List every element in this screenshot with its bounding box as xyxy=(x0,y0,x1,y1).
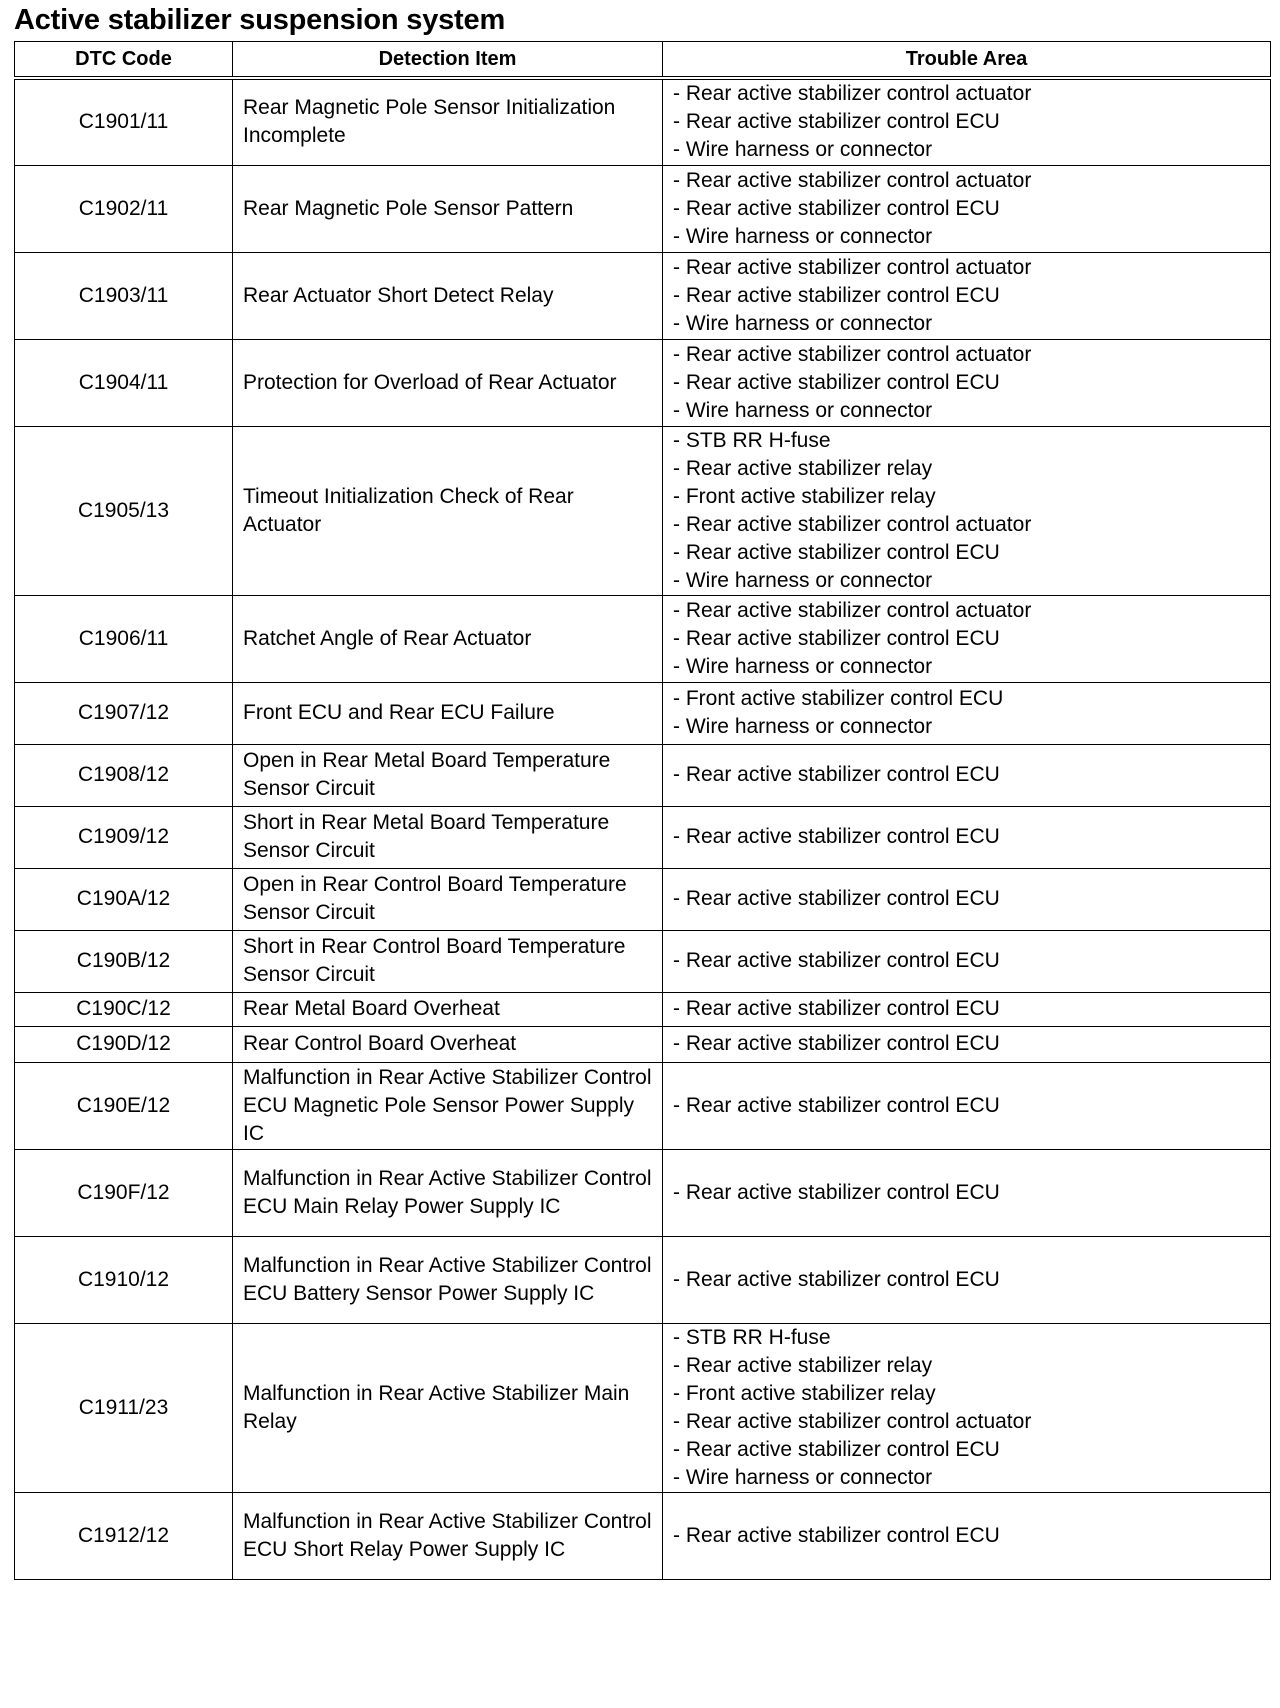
trouble-area-item: - Wire harness or connector xyxy=(673,138,933,162)
detection-item-cell: Malfunction in Rear Active Stabilizer Control ECU Main Relay Power Supply IC xyxy=(233,1149,663,1236)
detection-item-cell: Protection for Overload of Rear Actuator xyxy=(233,339,663,426)
trouble-area-item: - Wire harness or connector xyxy=(673,311,933,335)
detection-item-cell: Malfunction in Rear Active Stabilizer Control ECU Magnetic Pole Sensor Power Supply IC xyxy=(233,1062,663,1149)
trouble-area-item: - Rear active stabilizer control ECU xyxy=(673,949,1000,972)
detection-item-cell: Rear Magnetic Pole Sensor Pattern xyxy=(233,165,663,252)
table-row xyxy=(15,1323,1271,1492)
trouble-area-item: - STB RR H-fuse xyxy=(673,428,831,452)
dtc-code-cell: C190E/12 xyxy=(15,1062,233,1149)
trouble-area-item: - Rear active stabilizer relay xyxy=(673,456,933,480)
table-row xyxy=(15,595,1271,682)
dtc-code-cell: C1906/11 xyxy=(15,595,233,682)
detection-item-cell: Ratchet Angle of Rear Actuator xyxy=(233,595,663,682)
table-row xyxy=(15,1149,1271,1236)
trouble-area-item: - Rear active stabilizer control ECU xyxy=(673,1523,1000,1547)
trouble-area-item: - Front active stabilizer control ECU xyxy=(673,687,1004,710)
trouble-area-item: - Rear active stabilizer control ECU xyxy=(673,1437,1000,1461)
trouble-area-cell xyxy=(663,806,1271,868)
table-row xyxy=(15,682,1271,744)
table-row xyxy=(15,868,1271,930)
detection-item-cell: Rear Magnetic Pole Sensor Initialization Incomplete xyxy=(233,78,663,165)
trouble-area-item: - Rear active stabilizer control ECU xyxy=(673,110,1000,134)
dtc-table xyxy=(14,41,1271,1580)
table-row xyxy=(15,252,1271,339)
trouble-area-item: - Wire harness or connector xyxy=(673,715,933,738)
trouble-area-item: - Front active stabilizer relay xyxy=(673,1381,936,1405)
trouble-area-item: - Rear active stabilizer control ECU xyxy=(673,1267,1000,1291)
trouble-area-cell xyxy=(663,252,1271,339)
trouble-area-item: - Rear active stabilizer control actuator xyxy=(673,255,1032,279)
trouble-area-item: - Wire harness or connector xyxy=(673,654,933,678)
trouble-area-cell xyxy=(663,595,1271,682)
trouble-area-cell xyxy=(663,165,1271,252)
dtc-code-cell: C1909/12 xyxy=(15,806,233,868)
detection-item-cell: Open in Rear Metal Board Temperature Sensor Circuit xyxy=(233,744,663,806)
trouble-area-cell xyxy=(663,1026,1271,1062)
page-title: Active stabilizer suspension system xyxy=(14,4,506,36)
trouble-area-cell xyxy=(663,682,1271,744)
trouble-area-cell xyxy=(663,339,1271,426)
trouble-area-item: - Rear active stabilizer control ECU xyxy=(673,283,1000,307)
table-row xyxy=(15,1492,1271,1579)
dtc-code-cell: C1901/11 xyxy=(15,78,233,165)
table-row xyxy=(15,806,1271,868)
trouble-area-item: - Wire harness or connector xyxy=(673,224,933,248)
table-row xyxy=(15,339,1271,426)
dtc-code-cell: C190D/12 xyxy=(15,1026,233,1062)
detection-item-cell: Malfunction in Rear Active Stabilizer Main Relay xyxy=(233,1323,663,1492)
table-row xyxy=(15,744,1271,806)
trouble-area-item: - Rear active stabilizer control actuator xyxy=(673,512,1032,536)
trouble-area-item: - Rear active stabilizer control ECU xyxy=(673,887,1000,910)
trouble-area-cell xyxy=(663,1149,1271,1236)
trouble-area-item: - Rear active stabilizer control ECU xyxy=(673,1032,1000,1055)
table-row xyxy=(15,78,1271,165)
trouble-area-item: - Front active stabilizer relay xyxy=(673,484,936,508)
dtc-code-cell: C1905/13 xyxy=(15,426,233,595)
trouble-area-cell xyxy=(663,1062,1271,1149)
header-dtc-code: DTC Code xyxy=(15,42,233,79)
dtc-code-cell: C1907/12 xyxy=(15,682,233,744)
dtc-code-cell: C1903/11 xyxy=(15,252,233,339)
detection-item-cell: Malfunction in Rear Active Stabilizer Control ECU Battery Sensor Power Supply IC xyxy=(233,1236,663,1323)
table-row xyxy=(15,930,1271,992)
detection-item-cell: Short in Rear Control Board Temperature Sensor Circuit xyxy=(233,930,663,992)
dtc-code-cell: C1911/23 xyxy=(15,1323,233,1492)
header-row xyxy=(15,42,1271,79)
table-row xyxy=(15,1026,1271,1062)
detection-item-cell: Front ECU and Rear ECU Failure xyxy=(233,682,663,744)
trouble-area-cell xyxy=(663,1323,1271,1492)
trouble-area-cell xyxy=(663,868,1271,930)
dtc-code-cell: C1910/12 xyxy=(15,1236,233,1323)
trouble-area-item: - Rear active stabilizer control ECU xyxy=(673,370,1000,394)
table-row xyxy=(15,165,1271,252)
trouble-area-item: - Wire harness or connector xyxy=(673,568,933,592)
table-row xyxy=(15,1236,1271,1323)
trouble-area-item: - Rear active stabilizer control ECU xyxy=(673,997,1000,1020)
dtc-code-cell: C1908/12 xyxy=(15,744,233,806)
trouble-area-item: - Wire harness or connector xyxy=(673,398,933,422)
trouble-area-item: - Rear active stabilizer control actuator xyxy=(673,82,1032,106)
table-row xyxy=(15,426,1271,595)
header-detection-item: Detection Item xyxy=(233,42,663,79)
trouble-area-cell xyxy=(663,744,1271,806)
table-body xyxy=(15,78,1271,1579)
detection-item-cell: Short in Rear Metal Board Temperature Sensor Circuit xyxy=(233,806,663,868)
trouble-area-item: - Rear active stabilizer control ECU xyxy=(673,825,1000,848)
trouble-area-item: - Rear active stabilizer control ECU xyxy=(673,196,1000,220)
dtc-code-cell: C1904/11 xyxy=(15,339,233,426)
trouble-area-cell xyxy=(663,992,1271,1026)
trouble-area-cell xyxy=(663,930,1271,992)
trouble-area-item: - Rear active stabilizer control ECU xyxy=(673,540,1000,564)
dtc-code-cell: C190A/12 xyxy=(15,868,233,930)
trouble-area-item: - Wire harness or connector xyxy=(673,1465,933,1489)
trouble-area-item: - Rear active stabilizer control actuator xyxy=(673,1409,1032,1433)
detection-item-cell: Open in Rear Control Board Temperature Sensor Circuit xyxy=(233,868,663,930)
dtc-code-cell: C190F/12 xyxy=(15,1149,233,1236)
trouble-area-item: - Rear active stabilizer control actuator xyxy=(673,168,1032,192)
trouble-area-item: - Rear active stabilizer control ECU xyxy=(673,1093,1000,1117)
trouble-area-item: - STB RR H-fuse xyxy=(673,1325,831,1349)
trouble-area-item: - Rear active stabilizer control ECU xyxy=(673,763,1000,786)
detection-item-cell: Malfunction in Rear Active Stabilizer Control ECU Short Relay Power Supply IC xyxy=(233,1492,663,1579)
table-row xyxy=(15,1062,1271,1149)
trouble-area-item: - Rear active stabilizer control ECU xyxy=(673,626,1000,650)
trouble-area-cell xyxy=(663,1236,1271,1323)
dtc-code-cell: C190C/12 xyxy=(15,992,233,1026)
header-trouble-area: Trouble Area xyxy=(663,42,1271,79)
detection-item-cell: Timeout Initialization Check of Rear Actuator xyxy=(233,426,663,595)
trouble-area-item: - Rear active stabilizer relay xyxy=(673,1353,933,1377)
trouble-area-item: - Rear active stabilizer control ECU xyxy=(673,1180,1000,1204)
trouble-area-item: - Rear active stabilizer control actuator xyxy=(673,342,1032,366)
detection-item-cell: Rear Control Board Overheat xyxy=(233,1026,663,1062)
dtc-code-cell: C1912/12 xyxy=(15,1492,233,1579)
trouble-area-cell xyxy=(663,1492,1271,1579)
trouble-area-cell xyxy=(663,426,1271,595)
detection-item-cell: Rear Metal Board Overheat xyxy=(233,992,663,1026)
trouble-area-cell xyxy=(663,78,1271,165)
trouble-area-item: - Rear active stabilizer control actuator xyxy=(673,598,1032,622)
dtc-code-cell: C1902/11 xyxy=(15,165,233,252)
detection-item-cell: Rear Actuator Short Detect Relay xyxy=(233,252,663,339)
dtc-code-cell: C190B/12 xyxy=(15,930,233,992)
table-row xyxy=(15,992,1271,1026)
